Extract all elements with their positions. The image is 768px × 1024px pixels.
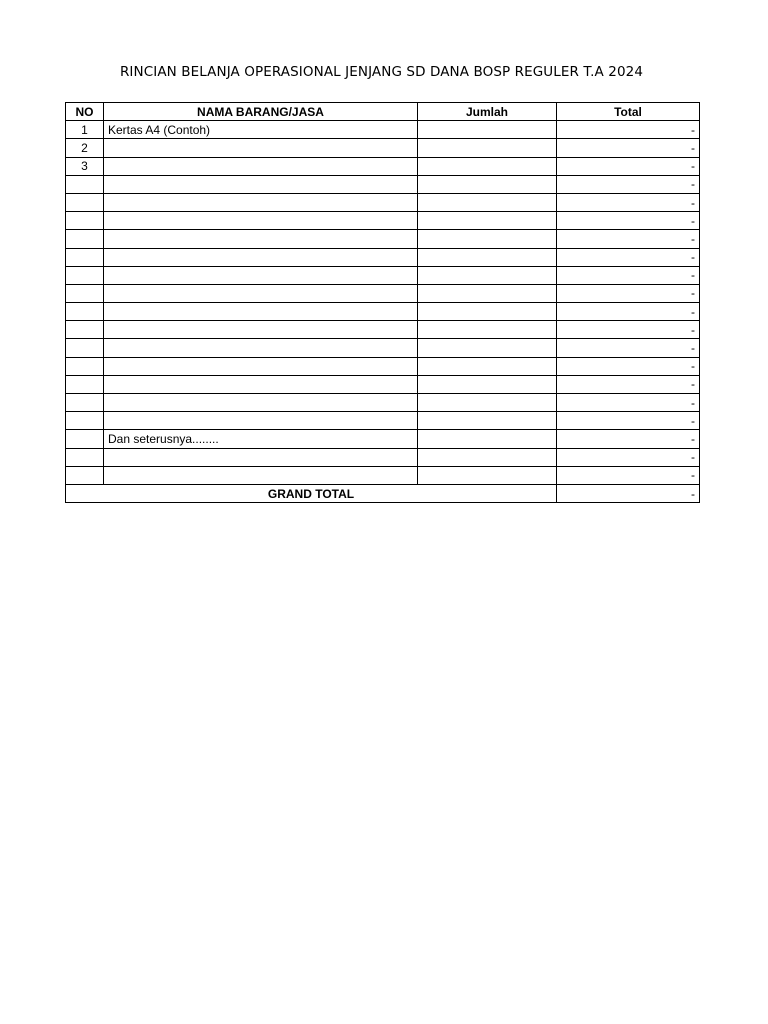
cell-no[interactable]: 3 xyxy=(66,157,104,175)
cell-name[interactable] xyxy=(104,193,418,211)
cell-jumlah[interactable] xyxy=(418,230,557,248)
cell-total[interactable]: - xyxy=(557,303,700,321)
cell-no[interactable] xyxy=(66,321,104,339)
cell-total[interactable]: - xyxy=(557,357,700,375)
cell-jumlah[interactable] xyxy=(418,430,557,448)
cell-total[interactable]: - xyxy=(557,430,700,448)
cell-name[interactable] xyxy=(104,321,418,339)
cell-jumlah[interactable] xyxy=(418,121,557,139)
cell-name[interactable] xyxy=(104,139,418,157)
cell-name[interactable] xyxy=(104,248,418,266)
cell-total[interactable]: - xyxy=(557,139,700,157)
table-body xyxy=(66,121,700,485)
cell-jumlah[interactable] xyxy=(418,248,557,266)
cell-name[interactable] xyxy=(104,339,418,357)
table-row xyxy=(66,466,700,484)
cell-jumlah[interactable] xyxy=(418,448,557,466)
cell-name[interactable] xyxy=(104,266,418,284)
cell-no[interactable] xyxy=(66,357,104,375)
cell-jumlah[interactable] xyxy=(418,157,557,175)
table-row xyxy=(66,375,700,393)
cell-name[interactable] xyxy=(104,284,418,302)
cell-total[interactable]: - xyxy=(557,339,700,357)
expense-table xyxy=(65,102,700,503)
cell-no[interactable] xyxy=(66,266,104,284)
cell-jumlah[interactable] xyxy=(418,193,557,211)
table-row xyxy=(66,430,700,448)
table-row xyxy=(66,339,700,357)
cell-name[interactable] xyxy=(104,375,418,393)
table-row xyxy=(66,157,700,175)
cell-jumlah[interactable] xyxy=(418,357,557,375)
cell-no[interactable] xyxy=(66,193,104,211)
cell-name[interactable] xyxy=(104,175,418,193)
grand-total-label: GRAND TOTAL xyxy=(66,484,557,502)
header-no: NO xyxy=(66,103,104,121)
cell-no[interactable] xyxy=(66,212,104,230)
header-name: NAMA BARANG/JASA xyxy=(104,103,418,121)
cell-jumlah[interactable] xyxy=(418,266,557,284)
cell-jumlah[interactable] xyxy=(418,284,557,302)
cell-total[interactable]: - xyxy=(557,412,700,430)
cell-jumlah[interactable] xyxy=(418,339,557,357)
grand-total-row xyxy=(66,484,700,502)
cell-no[interactable] xyxy=(66,412,104,430)
table-row xyxy=(66,193,700,211)
cell-total[interactable]: - xyxy=(557,448,700,466)
cell-jumlah[interactable] xyxy=(418,394,557,412)
header-total: Total xyxy=(557,103,700,121)
cell-no[interactable] xyxy=(66,284,104,302)
table-row xyxy=(66,212,700,230)
table-row xyxy=(66,321,700,339)
cell-no[interactable] xyxy=(66,175,104,193)
cell-jumlah[interactable] xyxy=(418,412,557,430)
cell-total[interactable]: - xyxy=(557,466,700,484)
cell-name[interactable]: Dan seterusnya........ xyxy=(104,430,418,448)
cell-no[interactable] xyxy=(66,248,104,266)
cell-no[interactable]: 1 xyxy=(66,121,104,139)
cell-jumlah[interactable] xyxy=(418,212,557,230)
table-row xyxy=(66,230,700,248)
cell-total[interactable]: - xyxy=(557,248,700,266)
table-row xyxy=(66,175,700,193)
table-row xyxy=(66,412,700,430)
grand-total-value[interactable]: - xyxy=(557,484,700,502)
cell-jumlah[interactable] xyxy=(418,466,557,484)
page-title: RINCIAN BELANJA OPERASIONAL JENJANG SD DANA BOSP REGULER T.A 2024 xyxy=(119,64,644,80)
table-row xyxy=(66,357,700,375)
cell-no[interactable] xyxy=(66,339,104,357)
cell-total[interactable]: - xyxy=(557,212,700,230)
cell-name[interactable] xyxy=(104,394,418,412)
cell-name[interactable] xyxy=(104,230,418,248)
cell-no[interactable] xyxy=(66,230,104,248)
cell-no[interactable] xyxy=(66,394,104,412)
cell-name[interactable] xyxy=(104,466,418,484)
cell-total[interactable]: - xyxy=(557,175,700,193)
cell-name[interactable]: Kertas A4 (Contoh) xyxy=(104,121,418,139)
cell-total[interactable]: - xyxy=(557,157,700,175)
cell-name[interactable] xyxy=(104,212,418,230)
cell-name[interactable] xyxy=(104,448,418,466)
table-row xyxy=(66,121,700,139)
cell-name[interactable] xyxy=(104,412,418,430)
header-jumlah: Jumlah xyxy=(418,103,557,121)
cell-no[interactable] xyxy=(66,375,104,393)
cell-no[interactable] xyxy=(66,448,104,466)
cell-no[interactable] xyxy=(66,466,104,484)
table-row xyxy=(66,284,700,302)
table-row xyxy=(66,394,700,412)
cell-total[interactable]: - xyxy=(557,266,700,284)
cell-jumlah[interactable] xyxy=(418,303,557,321)
cell-no[interactable]: 2 xyxy=(66,139,104,157)
cell-name[interactable] xyxy=(104,303,418,321)
cell-no[interactable] xyxy=(66,303,104,321)
cell-no[interactable] xyxy=(66,430,104,448)
cell-jumlah[interactable] xyxy=(418,375,557,393)
cell-total[interactable]: - xyxy=(557,375,700,393)
cell-jumlah[interactable] xyxy=(418,175,557,193)
table-row xyxy=(66,248,700,266)
cell-total[interactable]: - xyxy=(557,284,700,302)
cell-name[interactable] xyxy=(104,157,418,175)
table-header-row xyxy=(66,103,700,121)
cell-jumlah[interactable] xyxy=(418,321,557,339)
table-row xyxy=(66,266,700,284)
cell-total[interactable]: - xyxy=(557,230,700,248)
table-row xyxy=(66,303,700,321)
cell-total[interactable]: - xyxy=(557,321,700,339)
cell-total[interactable]: - xyxy=(557,193,700,211)
cell-total[interactable]: - xyxy=(557,121,700,139)
cell-total[interactable]: - xyxy=(557,394,700,412)
table-row xyxy=(66,448,700,466)
cell-name[interactable] xyxy=(104,357,418,375)
table-row xyxy=(66,139,700,157)
cell-jumlah[interactable] xyxy=(418,139,557,157)
